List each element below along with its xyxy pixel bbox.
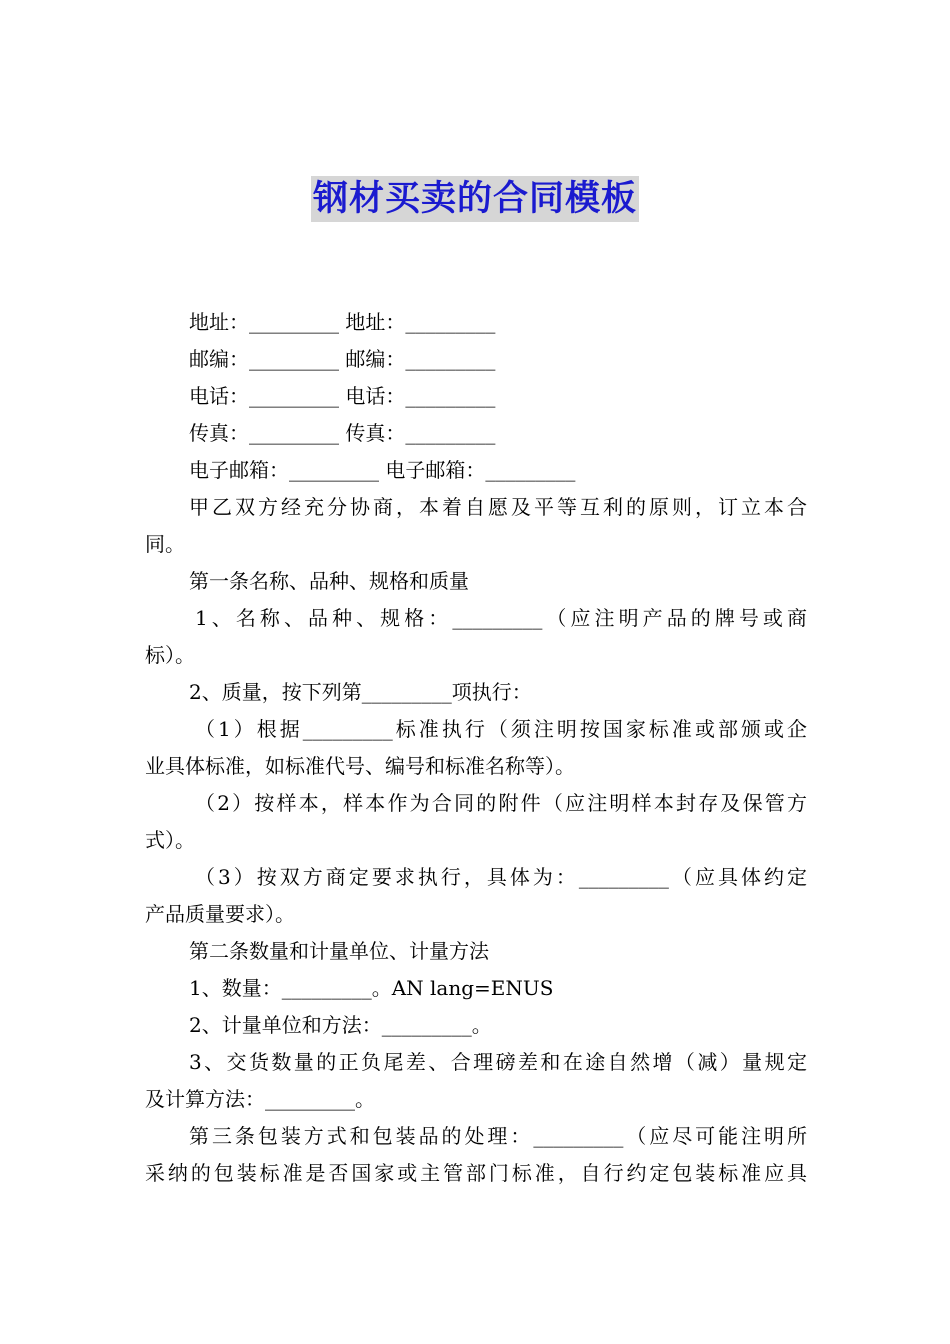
article-3-line-2: 采纳的包装标准是否国家或主管部门标准，自行约定包装标准应具 [145,1161,807,1185]
article-1-item-2b-line-1: （2）按样本，样本作为合同的附件（应注明样本封存及保管方 [195,791,807,815]
article-1-item-2b-line-2: 式）。 [145,828,195,852]
document-body [145,304,807,1192]
article-2-item-3-line-1: 3、交货数量的正负尾差、合理磅差和在途自然增（减）量规定 [189,1050,807,1074]
party-postcode-line: 邮编：_________ 邮编：_________ [189,347,496,371]
article-3-line-1: 第三条包装方式和包装品的处理：_________（应尽可能注明所 [189,1124,807,1148]
intro-paragraph-line-1: 甲乙双方经充分协商，本着自愿及平等互利的原则，订立本合 [189,495,807,519]
intro-paragraph-line-2: 同。 [145,532,185,556]
party-fax-line: 传真：_________ 传真：_________ [189,421,496,445]
article-1-item-1-line-2: 标）。 [145,643,195,667]
party-phone-line: 电话：_________ 电话：_________ [189,384,496,408]
document-title: 钢材买卖的合同模板 [311,176,639,222]
article-1-item-2a-line-2: 业具体标准，如标准代号、编号和标准名称等）。 [145,754,575,778]
article-2-item-2: 2、计量单位和方法：_________。 [189,1013,492,1037]
title-container [0,176,950,222]
article-1-item-2c-line-1: （3）按双方商定要求执行，具体为：_________（应具体约定 [195,865,807,889]
article-2-heading: 第二条数量和计量单位、计量方法 [189,939,489,963]
article-2-item-1: 1、数量：_________。AN lang=ENUS [189,976,554,1000]
article-2-item-3-line-2: 及计算方法：_________。 [145,1087,375,1111]
article-1-item-2c-line-2: 产品质量要求）。 [145,902,295,926]
article-1-item-1-line-1: 1、名称、品种、规格：_________（应注明产品的牌号或商 [195,606,807,630]
party-email-line: 电子邮箱：_________ 电子邮箱：_________ [189,458,576,482]
article-1-item-2a-line-1: （1）根据_________标准执行（须注明按国家标准或部颁或企 [195,717,807,741]
article-1-heading: 第一条名称、品种、规格和质量 [189,569,469,593]
article-1-item-2: 2、质量，按下列第_________项执行： [189,680,532,704]
party-address-line: 地址：_________ 地址：_________ [189,310,496,334]
